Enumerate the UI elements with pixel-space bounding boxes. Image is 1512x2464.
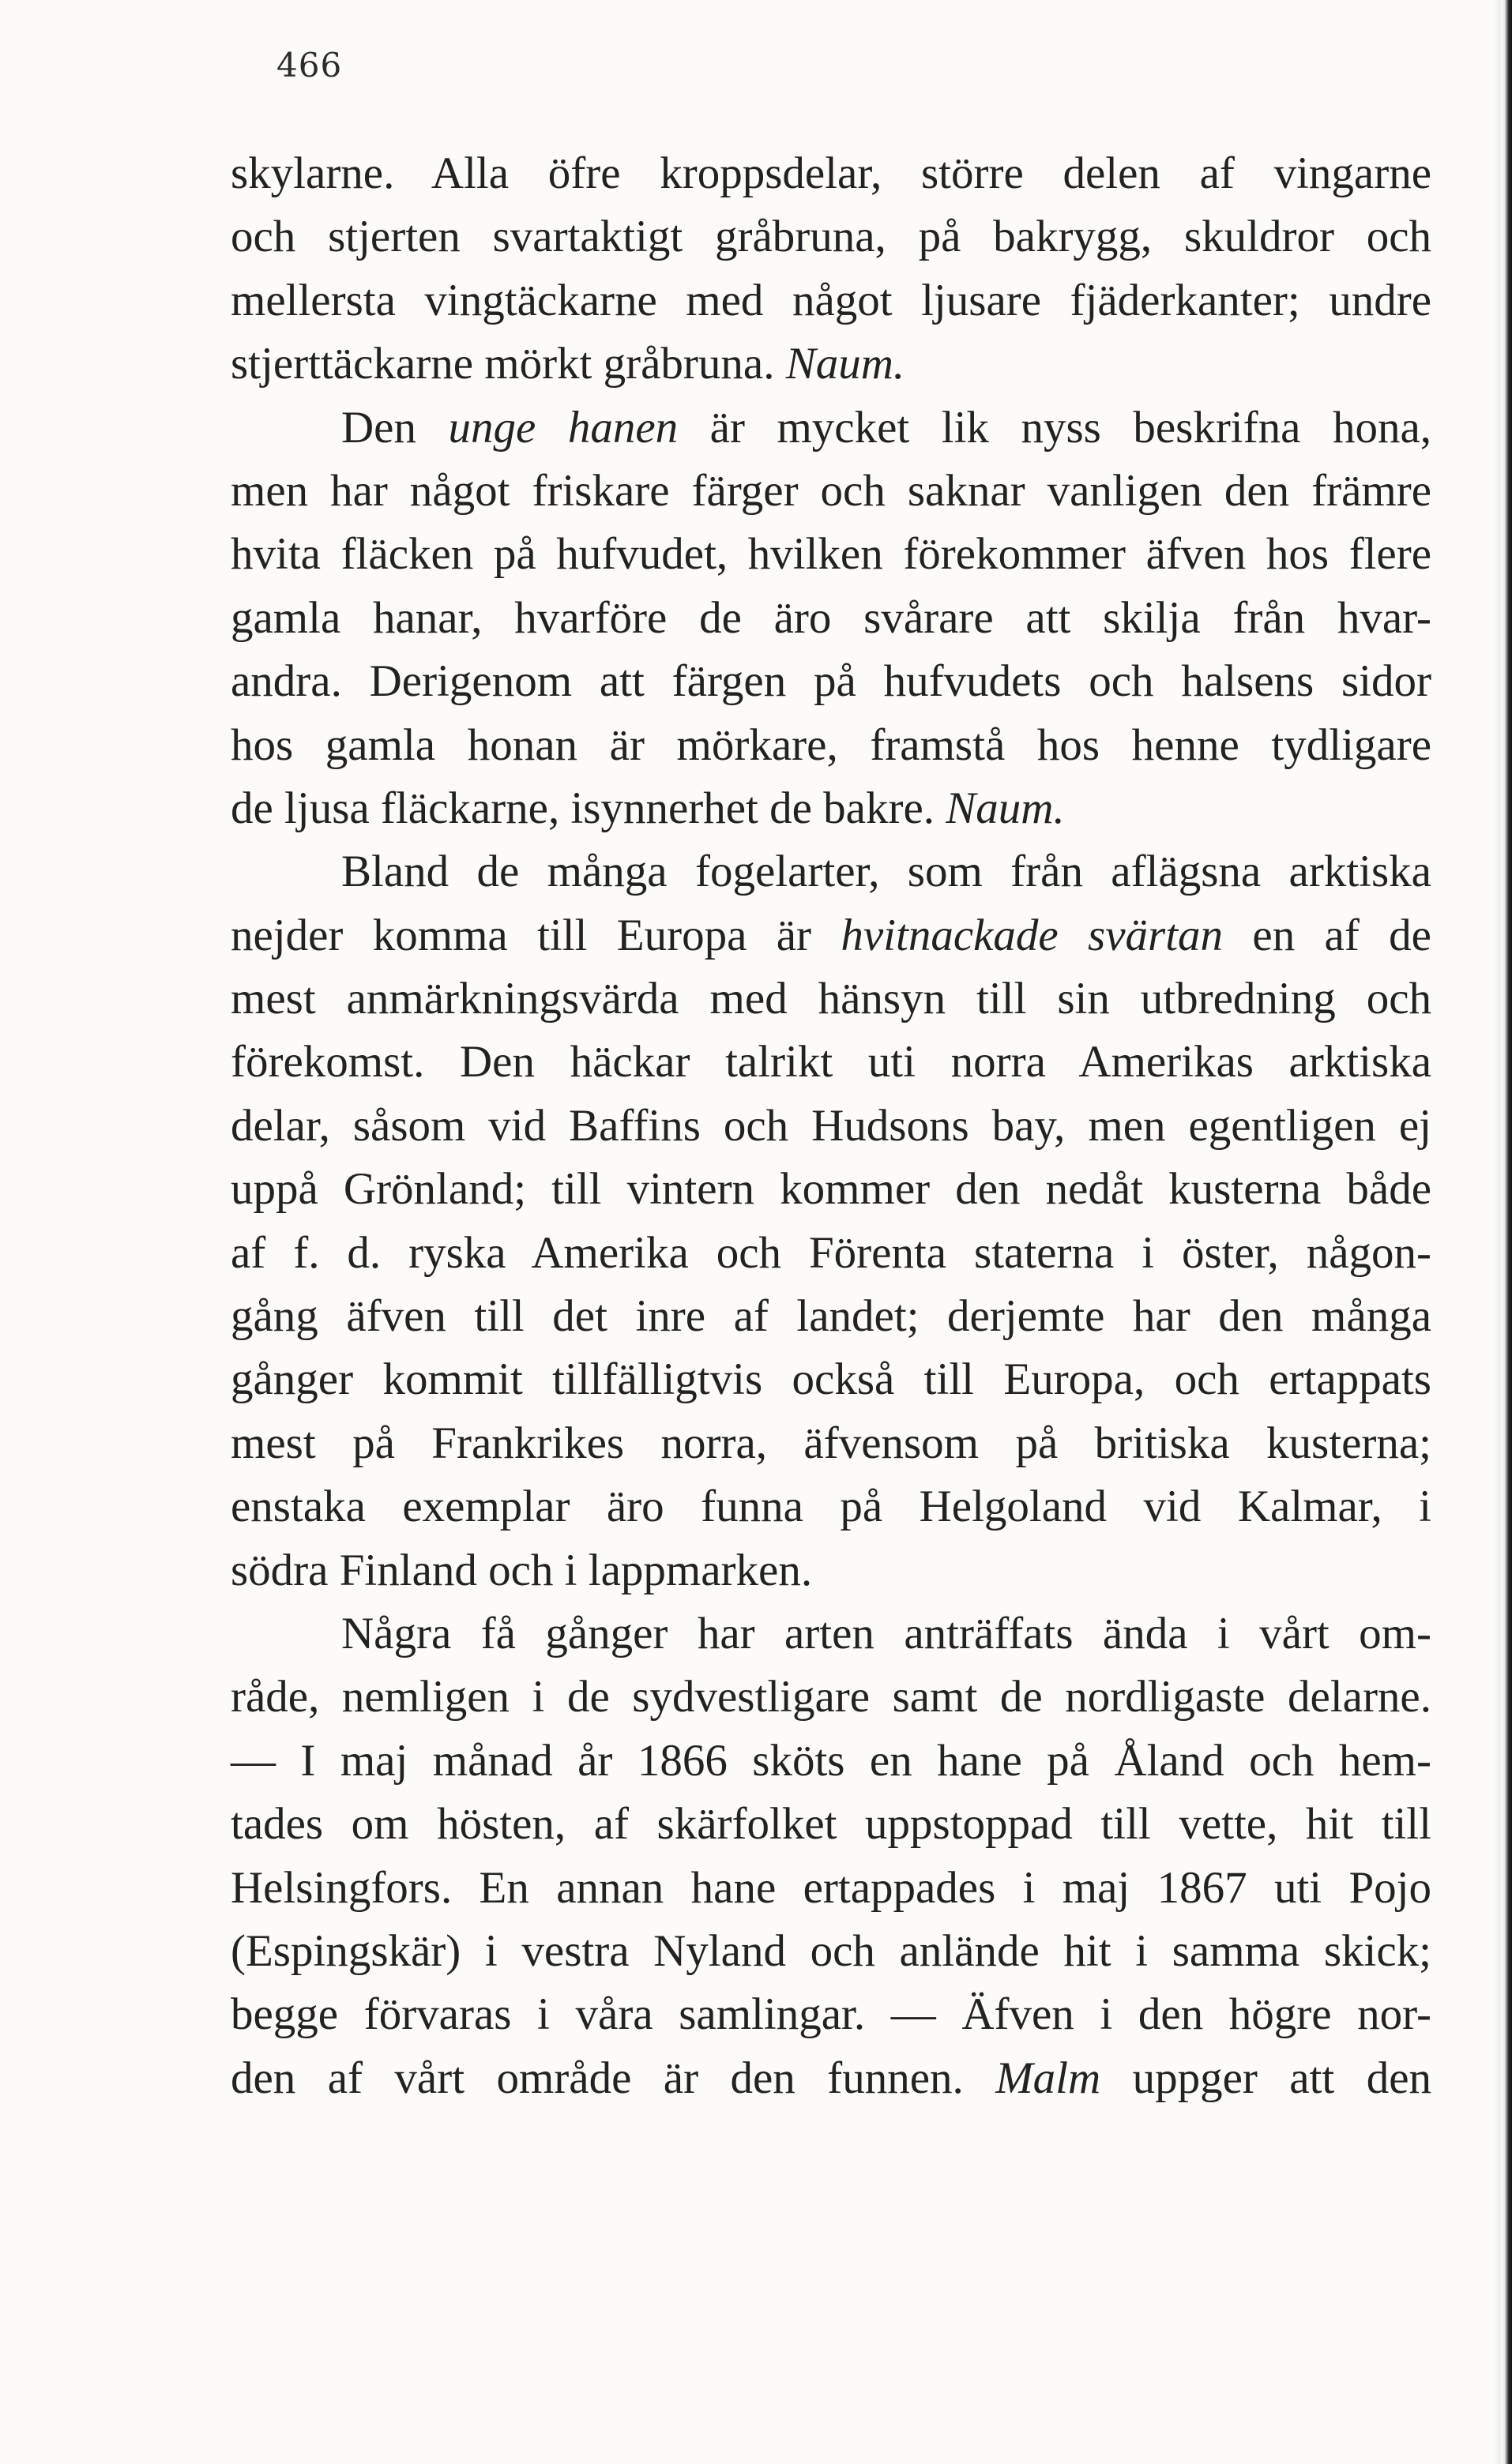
text-line xyxy=(231,1539,1431,1602)
text-run: men har något friskare färger och saknar vanligen den främre xyxy=(231,465,1431,516)
text-run: mest anmärkningsvärda med hänsyn till sin utbredning och xyxy=(231,974,1431,1024)
text-line xyxy=(231,714,1431,777)
text-line xyxy=(231,1475,1431,1538)
text-line xyxy=(231,1348,1431,1411)
body-text xyxy=(231,142,1431,2110)
text-run: mest på Frankrikes norra, äfvensom på britiska kusterna; xyxy=(231,1418,1431,1468)
page-number: 466 xyxy=(276,46,343,85)
text-line xyxy=(231,1983,1431,2046)
text-line xyxy=(231,269,1431,332)
text-line xyxy=(231,587,1431,650)
text-line xyxy=(231,1857,1431,1920)
text-line xyxy=(231,2047,1431,2110)
text-run: uppå Grönland; till vintern kommer den nedåt kusterna både xyxy=(231,1164,1431,1215)
text-line xyxy=(231,650,1431,713)
text-run: af f. d. ryska Amerika och Förenta staterna i öster, någon- xyxy=(231,1227,1431,1278)
text-run: Den xyxy=(341,402,449,453)
text-line xyxy=(231,1666,1431,1729)
text-run: förekomst. Den häckar talrikt uti norra Amerikas arktiska xyxy=(231,1037,1431,1087)
text-run: södra Finland och i lappmarken. xyxy=(231,1545,813,1595)
text-line xyxy=(231,1285,1431,1348)
text-run: hos gamla honan är mörkare, framstå hos henne tydligare xyxy=(231,719,1431,770)
text-line xyxy=(231,777,1431,840)
text-run: andra. Derigenom att färgen på hufvudets och halsens sidor xyxy=(231,656,1431,707)
text-run: (Espingskär) i vestra Nyland och anlände hit i samma skick; xyxy=(231,1925,1431,1976)
text-line xyxy=(231,1920,1431,1983)
text-run: är mycket lik nyss beskrifna hona, xyxy=(678,402,1431,453)
text-line xyxy=(231,1602,1431,1666)
text-run: råde, nemligen i de sydvestligare samt de nordligaste delarne. xyxy=(231,1672,1431,1722)
text-line xyxy=(231,1095,1431,1158)
text-run: de ljusa fläckarne, isynnerhet de bakre. xyxy=(231,783,946,833)
text-run: den af vårt område är den funnen. xyxy=(231,2053,996,2103)
text-line xyxy=(231,1412,1431,1475)
text-run: skylarne. Alla öfre kroppsdelar, större delen af vingarne xyxy=(231,148,1431,198)
text-run: tades om hösten, af skärfolket uppstoppad till vette, hit till xyxy=(231,1799,1431,1850)
text-run: mellersta vingtäckarne med något ljusare fjäderkanter; undre xyxy=(231,275,1431,325)
text-run: och stjerten svartaktigt gråbruna, på bakrygg, skuldror och xyxy=(231,212,1431,262)
text-run: Helsingfors. En annan hane ertappades i maj 1867 uti Pojo xyxy=(231,1862,1431,1913)
text-line xyxy=(231,1031,1431,1094)
italic-term: Naum. xyxy=(946,783,1065,833)
italic-term: Malm xyxy=(995,2053,1101,2103)
text-line xyxy=(231,967,1431,1031)
italic-term: Naum. xyxy=(785,339,905,389)
text-line xyxy=(231,1730,1431,1793)
text-run: begge förvaras i våra samlingar. — Äfven i den högre nor- xyxy=(231,1989,1431,2040)
italic-term: hvitnackade svärtan xyxy=(841,910,1224,960)
text-run: hvita fläcken på hufvudet, hvilken förekommer äfven hos flere xyxy=(231,529,1431,580)
text-line xyxy=(231,1222,1431,1285)
italic-term: unge hanen xyxy=(448,402,679,453)
text-run: gång äfven till det inre af landet; derjemte har den många xyxy=(231,1291,1431,1342)
text-line xyxy=(231,205,1431,269)
text-run: Bland de många fogelarter, som från aflägsna arktiska xyxy=(341,847,1431,897)
text-line xyxy=(231,1158,1431,1221)
text-line xyxy=(231,396,1431,460)
page-gutter-shadow xyxy=(1493,0,1501,2464)
text-line xyxy=(231,523,1431,586)
text-run: uppger att den xyxy=(1100,2053,1431,2103)
book-spine-edge xyxy=(1501,0,1512,2464)
text-run: stjerttäckarne mörkt gråbruna. xyxy=(231,339,786,389)
text-run: gånger kommit tillfälligtvis också till Europa, och ertappats xyxy=(231,1354,1431,1405)
text-run: nejder komma till Europa är xyxy=(231,910,841,960)
text-run: — I maj månad år 1866 sköts en hane på Åland och hem- xyxy=(231,1735,1431,1786)
text-run: delar, såsom vid Baffins och Hudsons bay, men egentligen ej xyxy=(231,1100,1431,1151)
text-line xyxy=(231,332,1431,396)
text-run: Några få gånger har arten anträffats ända i vårt om- xyxy=(341,1608,1431,1658)
text-run: en af de xyxy=(1223,910,1431,960)
text-line xyxy=(231,1793,1431,1856)
text-line xyxy=(231,460,1431,523)
text-run: gamla hanar, hvarföre de äro svårare att skilja från hvar- xyxy=(231,592,1431,643)
text-line xyxy=(231,904,1431,967)
text-line xyxy=(231,142,1431,205)
text-line xyxy=(231,840,1431,903)
text-run: enstaka exemplar äro funna på Helgoland vid Kalmar, i xyxy=(231,1482,1431,1532)
